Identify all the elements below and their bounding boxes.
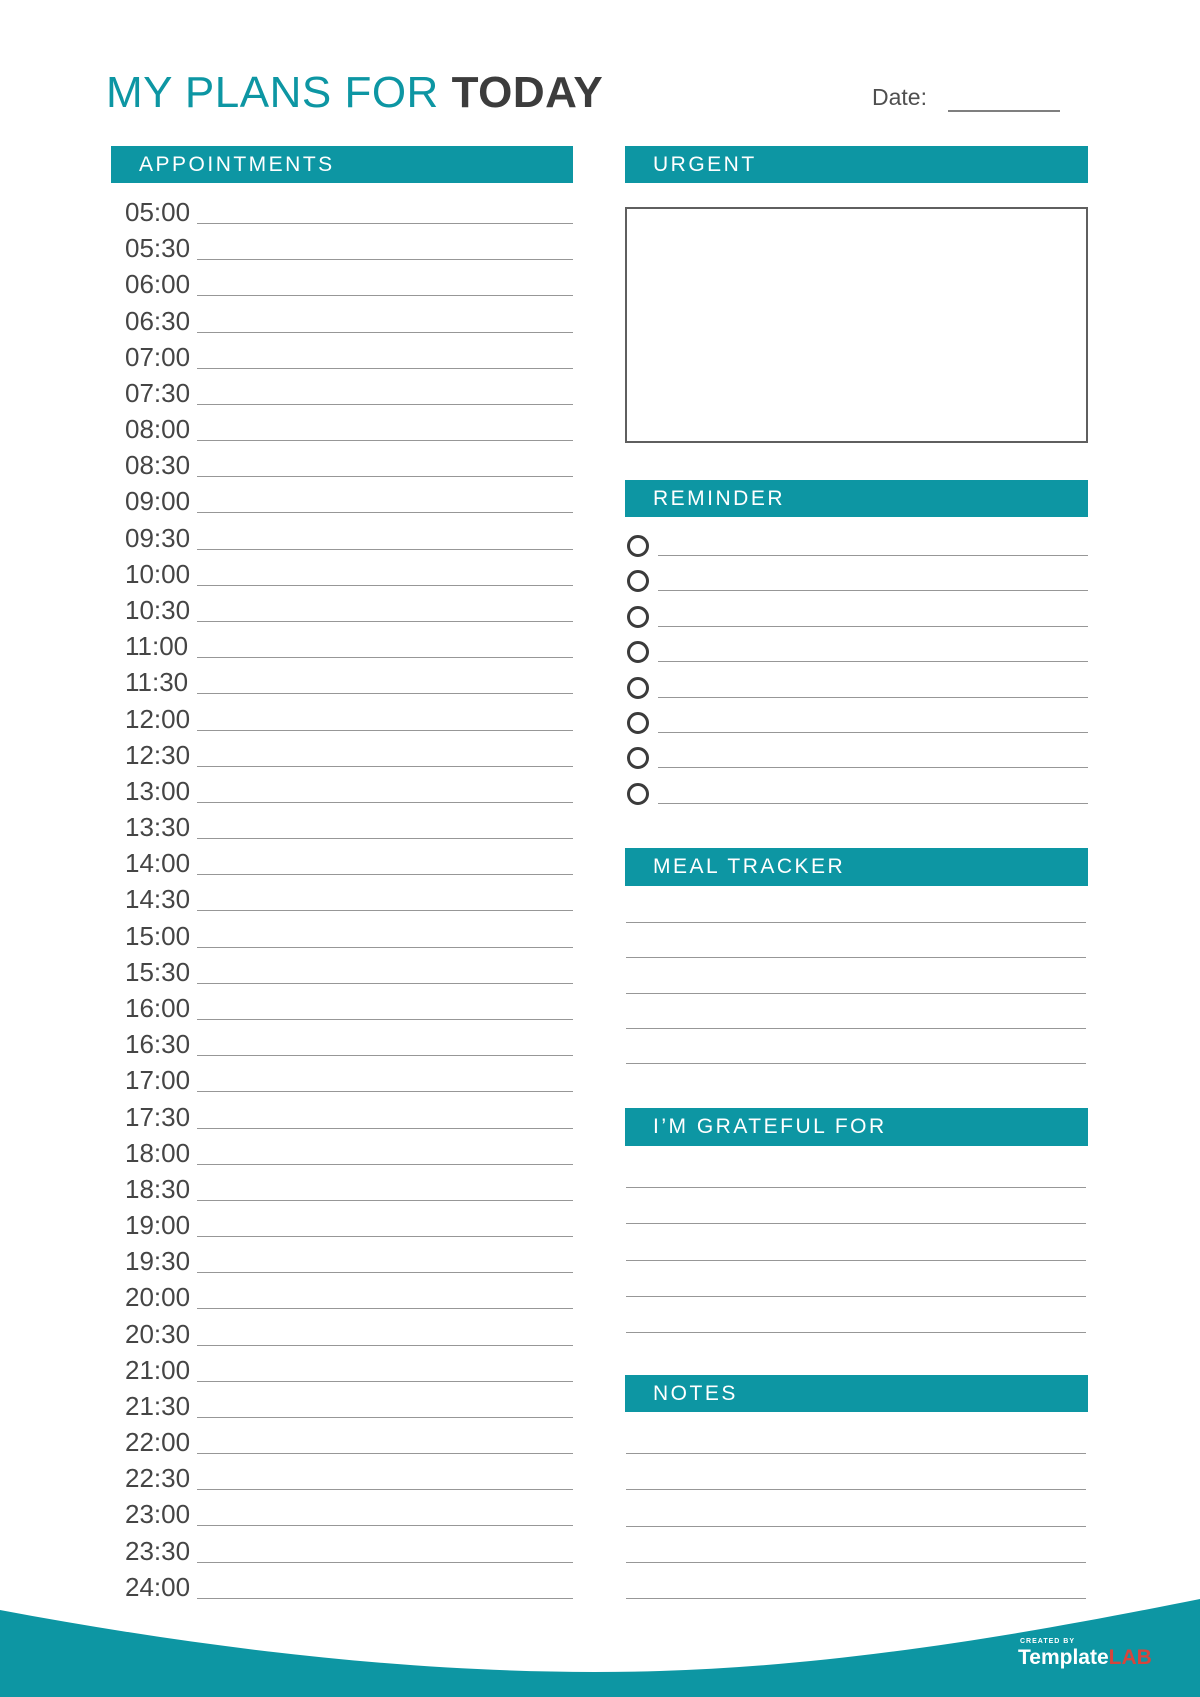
appointment-time-label: 12:00 <box>125 703 191 734</box>
reminder-entry-line <box>658 767 1088 768</box>
appointment-entry-line <box>197 1200 573 1201</box>
appointment-time-label: 14:00 <box>125 848 191 879</box>
appointment-time-label: 18:30 <box>125 1173 191 1204</box>
reminder-entry-line <box>658 697 1088 698</box>
appointment-time-label: 16:00 <box>125 992 191 1023</box>
reminder-entry-line <box>658 555 1088 556</box>
reminder-bullet-circle <box>627 606 649 628</box>
appointment-time-label: 20:30 <box>125 1318 191 1349</box>
reminder-entry-line <box>658 732 1088 733</box>
appointment-time-label: 15:00 <box>125 920 191 951</box>
urgent-box <box>625 207 1088 443</box>
appointment-time-label: 07:00 <box>125 341 191 372</box>
appointment-entry-line <box>197 1019 573 1020</box>
appointment-entry-line <box>197 910 573 911</box>
footer-wave <box>0 1577 1200 1697</box>
reminder-bullet-circle <box>627 535 649 557</box>
appointment-time-label: 17:30 <box>125 1101 191 1132</box>
appointment-entry-line <box>197 440 573 441</box>
appointment-time-label: 10:30 <box>125 594 191 625</box>
appointment-entry-line <box>197 1525 573 1526</box>
appointment-entry-line <box>197 1453 573 1454</box>
appointment-time-label: 05:00 <box>125 197 191 227</box>
appointment-entry-line <box>197 983 573 984</box>
appointment-time-label: 09:00 <box>125 486 191 517</box>
grateful-entry-line <box>626 1332 1086 1333</box>
appointment-time-label: 23:00 <box>125 1499 191 1530</box>
appointment-entry-line <box>197 512 573 513</box>
appointment-time-label: 16:30 <box>125 1029 191 1060</box>
appointment-entry-line <box>197 223 573 224</box>
grateful-header: I’M GRATEFUL FOR <box>625 1108 1088 1146</box>
appointment-time-label: 11:30 <box>125 667 189 698</box>
reminder-entry-line <box>658 803 1088 804</box>
appointment-entry-line <box>197 259 573 260</box>
notes-entry-line <box>626 1453 1086 1454</box>
appointment-entry-line <box>197 1272 573 1273</box>
urgent-header: URGENT <box>625 146 1088 183</box>
appointment-entry-line <box>197 947 573 948</box>
appointment-entry-line <box>197 1091 573 1092</box>
meal-tracker-entry-line <box>626 1063 1086 1064</box>
appointment-entry-line <box>197 549 573 550</box>
appointment-entry-line <box>197 766 573 767</box>
appointment-entry-line <box>197 295 573 296</box>
appointment-time-label: 21:00 <box>125 1354 191 1385</box>
appointment-time-label: 05:30 <box>125 233 191 264</box>
appointment-entry-line <box>197 1308 573 1309</box>
appointment-time-label: 06:30 <box>125 305 191 336</box>
appointment-entry-line <box>197 1381 573 1382</box>
appointment-time-label: 08:30 <box>125 450 191 481</box>
appointment-entry-line <box>197 1128 573 1129</box>
appointment-entry-line <box>197 730 573 731</box>
grateful-entry-line <box>626 1223 1086 1224</box>
brand-created-by: CREATED BY <box>1020 1638 1075 1645</box>
appointment-entry-line <box>197 1236 573 1237</box>
notes-entry-line <box>626 1489 1086 1490</box>
meal-tracker-entry-line <box>626 922 1086 923</box>
brand-wordmark <box>1018 1646 1152 1669</box>
grateful-entry-line <box>626 1296 1086 1297</box>
appointment-entry-line <box>197 368 573 369</box>
appointment-time-label: 07:30 <box>125 377 191 408</box>
appointment-entry-line <box>197 585 573 586</box>
appointment-entry-line <box>197 1417 573 1418</box>
reminder-bullet-circle <box>627 747 649 769</box>
appointment-time-label: 20:00 <box>125 1282 191 1313</box>
appointment-time-label: 22:00 <box>125 1427 191 1458</box>
appointments-header: APPOINTMENTS <box>111 146 573 183</box>
brand-logo <box>1018 1638 1152 1668</box>
date-label: Date: <box>872 84 927 110</box>
reminder-header: REMINDER <box>625 480 1088 517</box>
reminder-bullet-circle <box>627 570 649 592</box>
notes-header: NOTES <box>625 1375 1088 1412</box>
appointment-time-label: 22:30 <box>125 1463 191 1494</box>
appointment-entry-line <box>197 621 573 622</box>
appointment-time-label: 14:30 <box>125 884 191 915</box>
appointment-time-label: 18:00 <box>125 1137 191 1168</box>
appointment-time-label: 19:00 <box>125 1210 191 1241</box>
appointment-time-label: 06:00 <box>125 269 191 300</box>
appointment-time-label: 23:30 <box>125 1535 191 1566</box>
meal-tracker-entry-line <box>626 993 1086 994</box>
appointment-time-label: 08:00 <box>125 414 191 445</box>
appointment-entry-line <box>197 1562 573 1563</box>
appointment-entry-line <box>197 404 573 405</box>
page-title <box>106 68 603 118</box>
reminder-bullet-circle <box>627 783 649 805</box>
page-title-space <box>439 68 452 117</box>
meal-tracker-header: MEAL TRACKER <box>625 848 1088 886</box>
reminder-bullet-circle <box>627 641 649 663</box>
reminder-bullet-circle <box>627 712 649 734</box>
appointment-entry-line <box>197 476 573 477</box>
reminder-entry-line <box>658 590 1088 591</box>
notes-entry-line <box>626 1526 1086 1527</box>
grateful-entry-line <box>626 1187 1086 1188</box>
meal-tracker-entry-line <box>626 957 1086 958</box>
date-entry-line <box>948 110 1060 112</box>
appointment-entry-line <box>197 802 573 803</box>
brand-template: Template <box>1018 1646 1109 1669</box>
notes-entry-line <box>626 1562 1086 1563</box>
appointment-entry-line <box>197 1164 573 1165</box>
meal-tracker-entry-line <box>626 1028 1086 1029</box>
appointment-time-label: 19:30 <box>125 1246 191 1277</box>
appointment-entry-line <box>197 1055 573 1056</box>
appointment-entry-line <box>197 1345 573 1346</box>
page-title-regular: MY PLANS FOR <box>106 68 439 117</box>
appointment-entry-line <box>197 657 573 658</box>
appointment-entry-line <box>197 693 573 694</box>
appointment-time-label: 11:00 <box>125 631 189 662</box>
appointment-entry-line <box>197 1489 573 1490</box>
grateful-entry-line <box>626 1260 1086 1261</box>
reminder-entry-line <box>658 661 1088 662</box>
appointment-time-label: 24:00 <box>125 1571 191 1602</box>
appointment-time-label: 13:00 <box>125 775 191 806</box>
appointment-time-label: 21:30 <box>125 1390 191 1421</box>
appointment-time-label: 15:30 <box>125 956 191 987</box>
reminder-entry-line <box>658 626 1088 627</box>
appointment-time-label: 12:30 <box>125 739 191 770</box>
brand-lab: LAB <box>1108 1646 1152 1669</box>
appointment-entry-line <box>197 838 573 839</box>
appointment-time-label: 10:00 <box>125 558 191 589</box>
page-title-bold: TODAY <box>451 68 604 117</box>
appointment-time-label: 17:00 <box>125 1065 191 1096</box>
appointment-time-label: 09:30 <box>125 522 191 553</box>
appointment-entry-line <box>197 874 573 875</box>
appointment-time-label: 13:30 <box>125 812 191 843</box>
appointment-entry-line <box>197 332 573 333</box>
reminder-bullet-circle <box>627 677 649 699</box>
